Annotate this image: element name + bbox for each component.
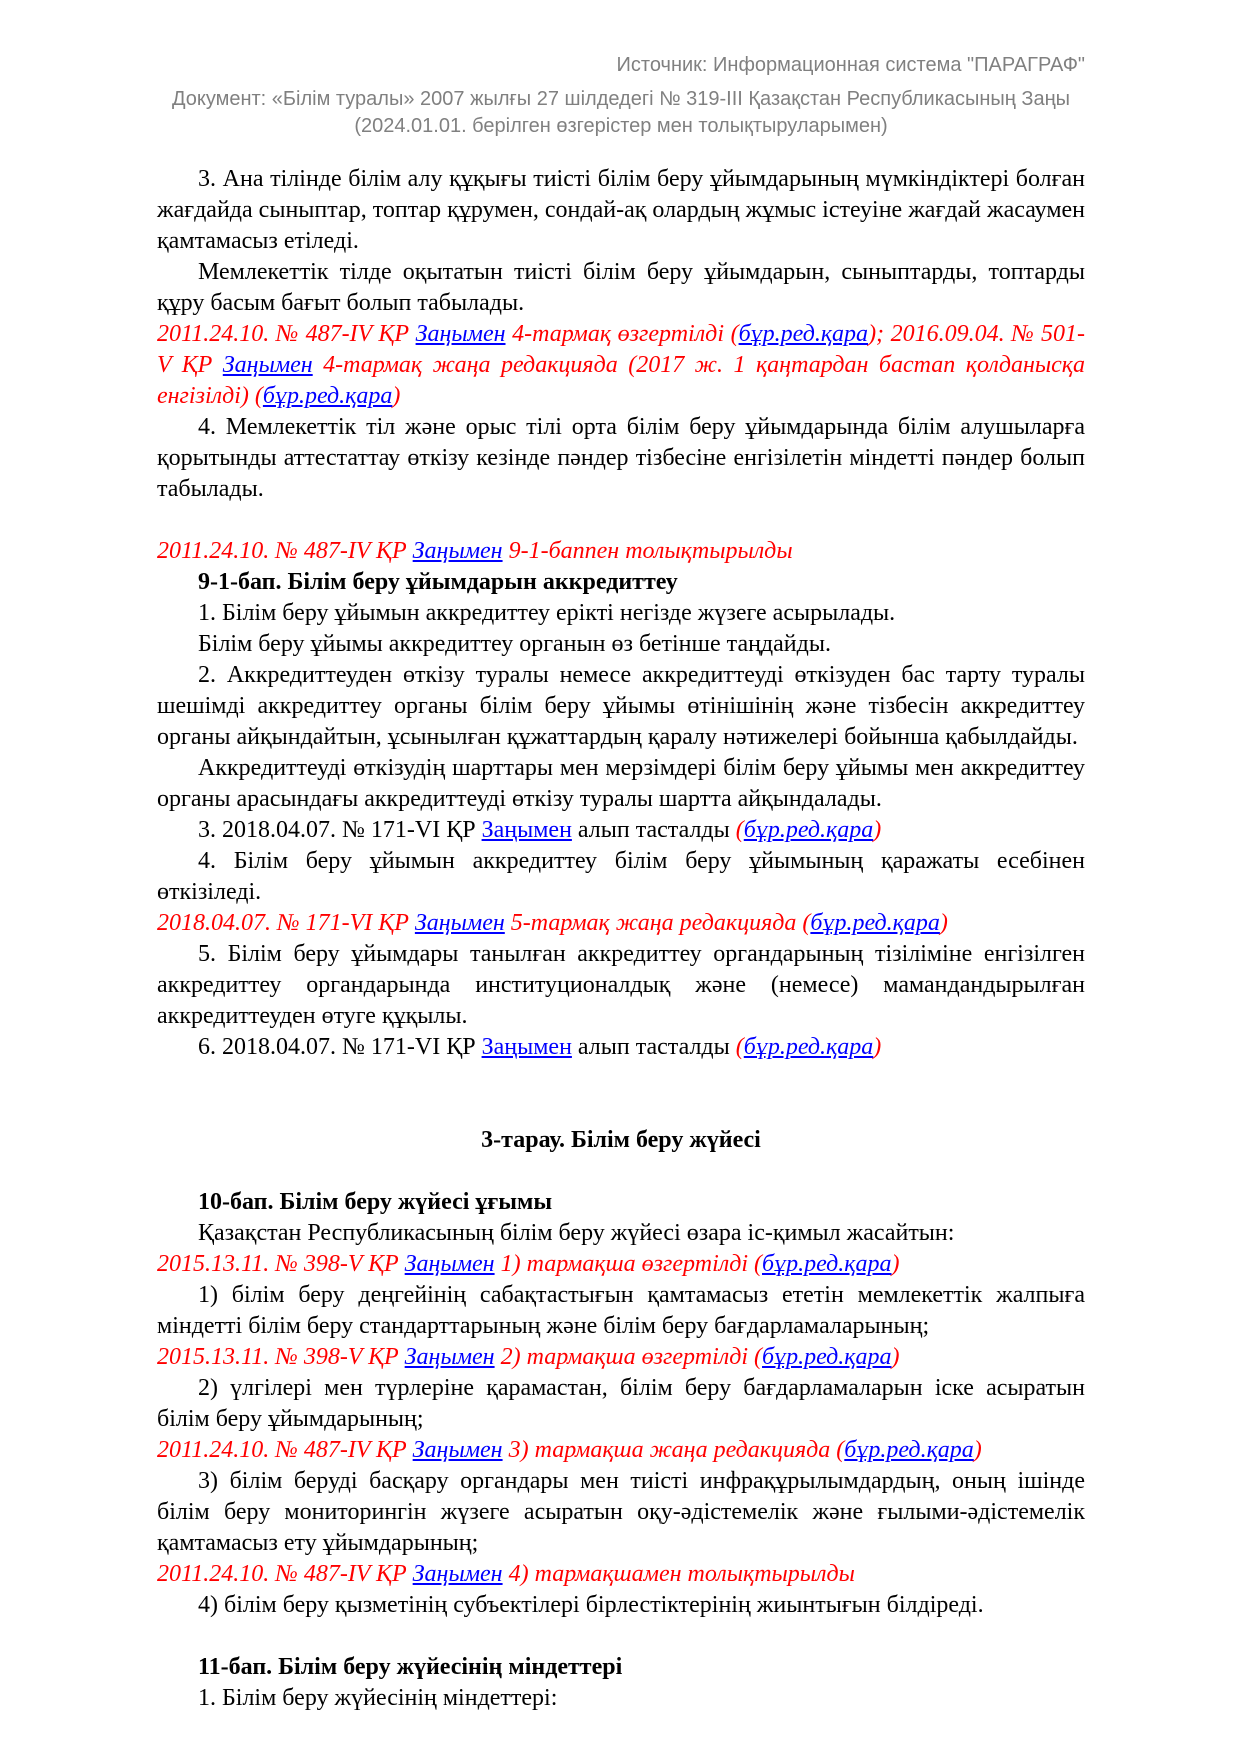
document-body bbox=[157, 164, 1085, 1714]
prev-edition-link[interactable]: бұр.ред.қара bbox=[262, 383, 393, 409]
spacer bbox=[157, 505, 1085, 536]
text-run: 4-тармақ жаңа редакцияда (2017 ж. 1 қаңтардан бастап қолданысқа енгізілді) ( bbox=[157, 352, 1085, 409]
text-run: 4) тармақшамен толықтырылды bbox=[502, 1561, 855, 1587]
text-run: 1. Білім беру жүйесінің міндеттері: bbox=[198, 1685, 558, 1711]
text-run: 1) білім беру деңгейінің сабақтастығын қамтамасыз ететін мемлекеттік жалпыға міндетті білім беру стандарттарының және білім беру бағдарламаларының; bbox=[157, 1282, 1085, 1339]
text-run: 2018.04.07. № 171-VI ҚР bbox=[157, 910, 415, 936]
source-line: Источник: Информационная система "ПАРАГРАФ" bbox=[616, 54, 1085, 76]
text-run: ) bbox=[973, 1437, 982, 1463]
body-paragraph bbox=[157, 1466, 1085, 1559]
text-run: 2011.24.10. № 487-IV ҚР bbox=[157, 321, 416, 347]
amendment-note bbox=[157, 536, 1085, 567]
prev-edition-link[interactable]: бұр.ред.қара bbox=[738, 321, 869, 347]
body-paragraph bbox=[157, 412, 1085, 505]
amendment-note bbox=[157, 1249, 1085, 1280]
chapter-heading bbox=[157, 1125, 1085, 1156]
spacer bbox=[157, 1621, 1085, 1652]
text-run: 2011.24.10. № 487-IV ҚР bbox=[157, 1561, 413, 1587]
text-run: ) bbox=[891, 1251, 900, 1277]
text-run: Аккредиттеуді өткізудің шарттары мен мерзімдері білім беру ұйымы мен аккредиттеу органы арасындағы аккредиттеуді өткізу туралы шартта айқындалады. bbox=[157, 755, 1085, 812]
text-run: 3) тармақша жаңа редакцияда ( bbox=[502, 1437, 845, 1463]
amendment-note bbox=[157, 1559, 1085, 1590]
text-run: 2) үлгілері мен түрлеріне қарамастан, білім беру бағдарламаларын іске асыратын білім беру ұйымдарының; bbox=[157, 1375, 1085, 1432]
text-run: алып тасталды bbox=[571, 817, 736, 843]
text-run: 2015.13.11. № 398-V ҚР bbox=[157, 1344, 405, 1370]
law-link[interactable]: Заңымен bbox=[415, 321, 506, 347]
text-run: 3. 2018.04.07. № 171-VI ҚР bbox=[198, 817, 482, 843]
text-run: 2. Аккредиттеуден өткізу туралы немесе аккредиттеуді өткізуден бас тарту туралы шешімді аккредиттеу органы білім беру ұйымы өтінішінің және тізбесін аккредиттеу органы айқындайтын, ұсынылған құжаттардың қаралу нәтижелері бойынша қабылдайды. bbox=[157, 662, 1085, 750]
text-run: 3) білім беруді басқару органдары мен тиісті инфрақұрылымдардың, оның ішінде білім беру мониторингін жүзеге асыратын оқу-әдістемелік және ғылыми-әдістемелік қамтамасыз ету ұйымдарының; bbox=[157, 1468, 1085, 1556]
body-paragraph bbox=[157, 1590, 1085, 1621]
body-paragraph bbox=[157, 815, 1085, 846]
amendment-note bbox=[157, 908, 1085, 939]
text-run: 9-1-бап. Білім беру ұйымдарын аккредиттеу bbox=[198, 569, 678, 595]
spacer bbox=[157, 1063, 1085, 1094]
text-run: ( bbox=[735, 1034, 744, 1060]
amendment-note bbox=[157, 319, 1085, 412]
law-link[interactable]: Заңымен bbox=[481, 1034, 572, 1060]
law-link[interactable]: Заңымен bbox=[414, 910, 505, 936]
body-paragraph bbox=[157, 164, 1085, 257]
law-link[interactable]: Заңымен bbox=[481, 817, 572, 843]
body-paragraph bbox=[157, 1032, 1085, 1063]
body-paragraph bbox=[157, 598, 1085, 629]
amendment-note bbox=[157, 1342, 1085, 1373]
text-run: 3-тарау. Білім беру жүйесі bbox=[481, 1127, 761, 1153]
text-run: 5. Білім беру ұйымдары танылған аккредиттеу органдарының тізіліміне енгізілген аккредиттеу органдарында институционалдық және (немесе) мамандандырылған аккредиттеуден өтуге құқылы. bbox=[157, 941, 1085, 1029]
amendment-note bbox=[157, 1435, 1085, 1466]
body-paragraph bbox=[157, 257, 1085, 319]
text-run: ( bbox=[735, 817, 744, 843]
article-heading bbox=[157, 1652, 1085, 1683]
body-paragraph bbox=[157, 1280, 1085, 1342]
text-run: 4. Мемлекеттік тіл және орыс тілі орта білім беру ұйымдарында білім алушыларға қорытынды аттестаттау өткізу кезінде пәндер тізбесіне енгізілетін міндетті пәндер болып табылады. bbox=[157, 414, 1085, 502]
law-link[interactable]: Заңымен bbox=[412, 538, 503, 564]
body-paragraph bbox=[157, 629, 1085, 660]
text-run: Мемлекеттік тілде оқытатын тиісті білім беру ұйымдарын, сыныптарды, топтарды құру басым бағыт болып табылады. bbox=[157, 259, 1085, 316]
document-title-line-2: (2024.01.01. берілген өзгерістер мен толықтыруларымен) bbox=[354, 115, 888, 137]
prev-edition-link[interactable]: бұр.ред.қара bbox=[810, 910, 940, 936]
document-title-line-1: Документ: «Білім туралы» 2007 жылғы 27 шілдедегі № 319-III Қазақстан Республикасының Заңы bbox=[171, 88, 1071, 110]
text-run: алып тасталды bbox=[571, 1034, 736, 1060]
spacer bbox=[157, 1156, 1085, 1187]
text-run: ) bbox=[891, 1344, 900, 1370]
text-run: 4. Білім беру ұйымын аккредиттеу білім беру ұйымының қаражаты есебінен өткізіледі. bbox=[157, 848, 1085, 905]
text-run: 9-1-баппен толықтырылды bbox=[502, 538, 793, 564]
text-run: ) bbox=[873, 817, 882, 843]
text-run: 10-бап. Білім беру жүйесі ұғымы bbox=[198, 1189, 553, 1215]
article-heading bbox=[157, 567, 1085, 598]
law-link[interactable]: Заңымен bbox=[404, 1251, 495, 1277]
body-paragraph bbox=[157, 660, 1085, 753]
text-run: 4-тармақ өзгертілді ( bbox=[505, 321, 739, 347]
text-run: 2011.24.10. № 487-IV ҚР bbox=[157, 538, 413, 564]
body-paragraph bbox=[157, 753, 1085, 815]
text-run: 1. Білім беру ұйымын аккредиттеу ерікті негізде жүзеге асырылады. bbox=[198, 600, 896, 626]
law-link[interactable]: Заңымен bbox=[222, 352, 313, 378]
prev-edition-link[interactable]: бұр.ред.қара bbox=[743, 1034, 874, 1060]
law-link[interactable]: Заңымен bbox=[412, 1437, 503, 1463]
law-link[interactable]: Заңымен bbox=[412, 1561, 503, 1587]
text-run: Білім беру ұйымы аккредиттеу органын өз бетінше таңдайды. bbox=[198, 631, 831, 657]
text-run: 6. 2018.04.07. № 171-VI ҚР bbox=[198, 1034, 482, 1060]
law-link[interactable]: Заңымен bbox=[404, 1344, 495, 1370]
text-run: 5-тармақ жаңа редакцияда ( bbox=[504, 910, 811, 936]
text-run: ) bbox=[392, 383, 401, 409]
prev-edition-link[interactable]: бұр.ред.қара bbox=[762, 1251, 892, 1277]
text-run: Қазақстан Республикасының білім беру жүйесі өзара іс-қимыл жасайтын: bbox=[198, 1220, 955, 1246]
text-run: 3. Ана тілінде білім алу құқығы тиісті білім беру ұйымдарының мүмкіндіктері болған жағдайда сыныптар, топтар құрумен, сондай-ақ олардың жұмыс істеуіне жағдай жасаумен қамтамасыз етіледі. bbox=[157, 166, 1085, 254]
article-heading bbox=[157, 1187, 1085, 1218]
text-run: 11-бап. Білім беру жүйесінің міндеттері bbox=[198, 1654, 623, 1680]
text-run: ); 2016.09.04. № 501-V ҚР bbox=[157, 321, 1086, 378]
text-run: 4) білім беру қызметінің субъектілері бірлестіктерінің жиынтығын білдіреді. bbox=[198, 1592, 984, 1618]
text-run: 2) тармақша өзгертілді ( bbox=[494, 1344, 763, 1370]
prev-edition-link[interactable]: бұр.ред.қара bbox=[743, 817, 874, 843]
text-run: 1) тармақша өзгертілді ( bbox=[494, 1251, 763, 1277]
prev-edition-link[interactable]: бұр.ред.қара bbox=[844, 1437, 974, 1463]
text-run: ) bbox=[939, 910, 948, 936]
body-paragraph bbox=[157, 1683, 1085, 1714]
body-paragraph bbox=[157, 1218, 1085, 1249]
spacer bbox=[157, 1094, 1085, 1125]
text-run: 2015.13.11. № 398-V ҚР bbox=[157, 1251, 405, 1277]
prev-edition-link[interactable]: бұр.ред.қара bbox=[762, 1344, 892, 1370]
body-paragraph bbox=[157, 846, 1085, 908]
text-run: ) bbox=[873, 1034, 882, 1060]
body-paragraph bbox=[157, 1373, 1085, 1435]
text-run: 2011.24.10. № 487-IV ҚР bbox=[157, 1437, 413, 1463]
body-paragraph bbox=[157, 939, 1085, 1032]
